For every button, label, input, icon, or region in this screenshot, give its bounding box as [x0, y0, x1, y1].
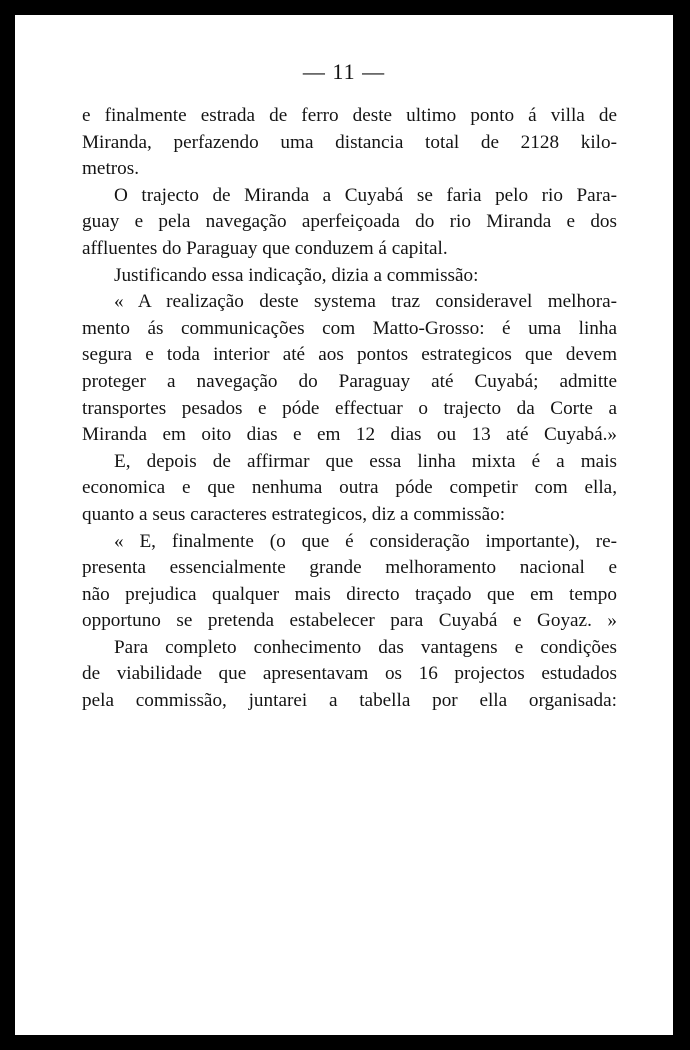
text-line: « E, finalmente (o que é consideração importante), re-	[114, 530, 617, 552]
text-line: não prejudica qualquer mais directo traçado que em tempo	[82, 583, 617, 605]
text-line: opportuno se pretenda estabelecer para Cuyabá e Goyaz. »	[82, 610, 617, 632]
page-number: — 11 —	[302, 59, 386, 84]
text-line: segura e toda interior até aos pontos estrategicos que devem	[82, 344, 617, 366]
text-line: Justificando essa indicação, dizia a commissão:	[114, 264, 479, 286]
text-line: Miranda, perfazendo uma distancia total de 2128 kilo-	[82, 131, 617, 153]
text-line: presenta essencialmente grande melhoramento nacional e	[82, 557, 617, 579]
text-line: « A realização deste systema traz consideravel melhora-	[114, 291, 617, 313]
text-line: E, depois de affirmar que essa linha mixta é a mais	[114, 450, 617, 472]
text-line: pela commissão, juntarei a tabella por ella organisada:	[82, 690, 617, 712]
text-line: Para completo conhecimento das vantagens e condições	[114, 636, 617, 658]
text-line: proteger a navegação do Paraguay até Cuyabá; admitte	[82, 370, 617, 392]
text-line: O trajecto de Miranda a Cuyabá se faria pelo rio Para-	[114, 184, 617, 206]
document-page	[15, 15, 673, 1035]
body-text	[82, 103, 617, 715]
text-line: economica e que nenhuma outra póde competir com ella,	[82, 477, 617, 499]
text-line: guay e pela navegação aperfeiçoada do rio Miranda e dos	[82, 211, 617, 233]
text-line: de viabilidade que apresentavam os 16 projectos estudados	[82, 663, 617, 685]
text-line: quanto a seus caracteres estrategicos, diz a commissão:	[82, 503, 506, 525]
text-line: affluentes do Paraguay que conduzem á capital.	[82, 237, 448, 259]
text-line: transportes pesados e póde effectuar o trajecto da Corte a	[82, 397, 617, 419]
text-line: mento ás communicações com Matto-Grosso: é uma linha	[82, 317, 617, 339]
text-line: Miranda em oito dias e em 12 dias ou 13 até Cuyabá.»	[82, 424, 617, 446]
text-line: e finalmente estrada de ferro deste ultimo ponto á villa de	[82, 105, 617, 126]
text-line: metros.	[82, 158, 140, 180]
